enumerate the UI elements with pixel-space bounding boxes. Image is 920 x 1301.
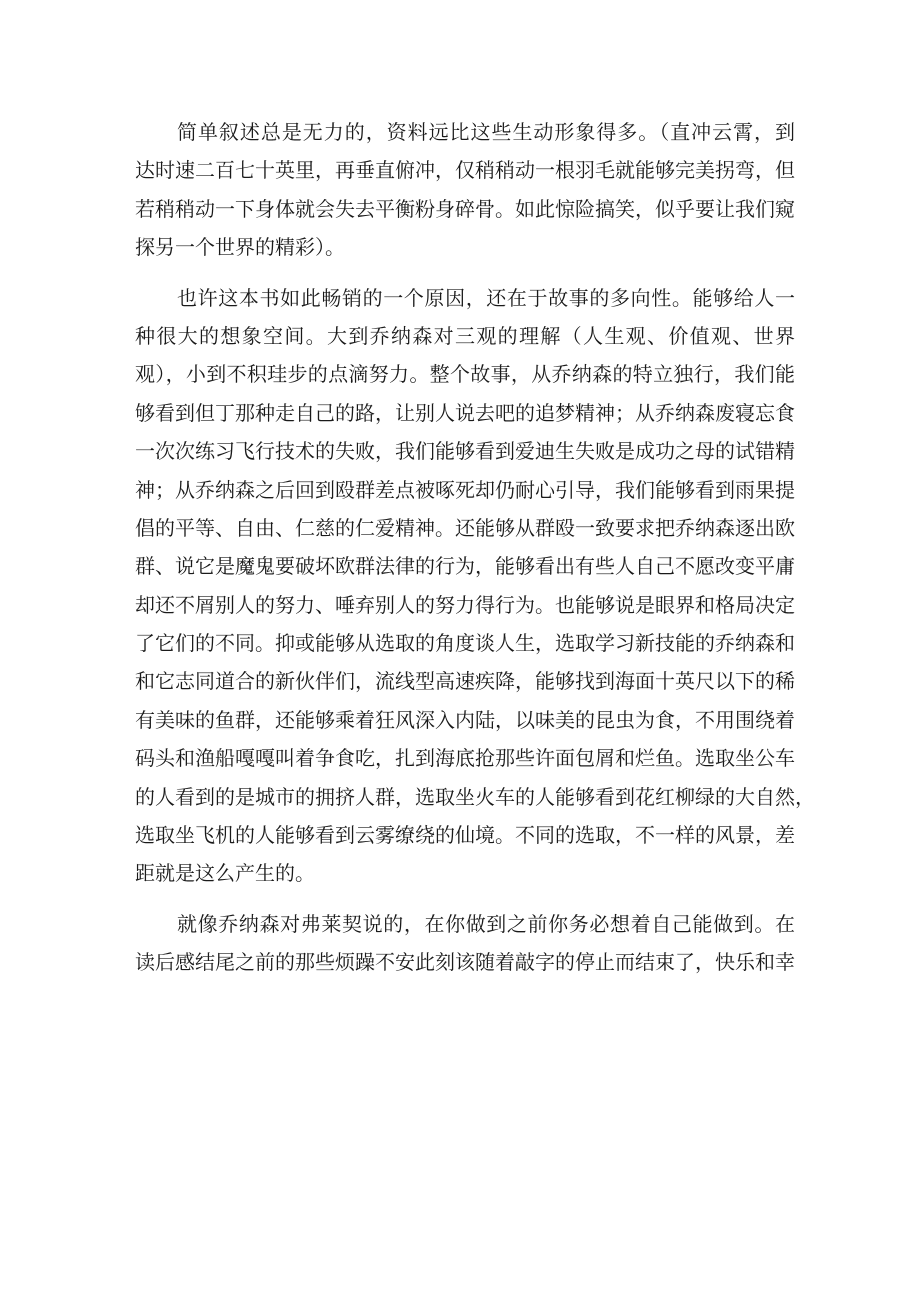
text-line: 和它志同道合的新伙伴们，流线型高速疾降，能够找到海面十英尺以下的稀 (135, 669, 795, 694)
text-line: 就像乔纳森对弗莱契说的，在你做到之前你务必想着自己能做到。在 (177, 911, 795, 936)
text-line: 达时速二百七十英里，再垂直俯冲，仅稍稍动一根羽毛就能够完美拐弯，但 (135, 158, 795, 183)
text-line: 简单叙述总是无力的，资料远比这些生动形象得多。（直冲云霄，到 (177, 120, 795, 144)
text-line: 神；从乔纳森之后回到殴群差点被啄死却仍耐心引导，我们能够看到雨果提 (135, 477, 795, 502)
text-line: 码头和渔船嘎嘎叫着争食吃，扎到海底抢那些许面包屑和烂鱼。选取坐公车 (135, 746, 795, 771)
paragraph-2 (135, 279, 815, 893)
paragraph-3 (135, 905, 795, 982)
text-line: 却还不屑别人的努力、唾弃别人的努力得行为。也能够说是眼界和格局决定 (135, 592, 795, 617)
text-line: 读后感结尾之前的那些烦躁不安此刻该随着敲字的停止而结束了，快乐和幸 (135, 950, 795, 975)
text-line: 有美味的鱼群，还能够乘着狂风深入内陆，以味美的昆虫为食，不用围绕着 (135, 707, 795, 732)
text-line: 群、说它是魔鬼要破坏欧群法律的行为，能够看出有些人自己不愿改变平庸 (135, 554, 795, 579)
text-line: 够看到但丁那种走自己的路，让别人说去吧的追梦精神；从乔纳森废寝忘食 (135, 400, 795, 425)
text-line: 也许这本书如此畅销的一个原因，还在于故事的多向性。能够给人一 (177, 285, 795, 310)
paragraph-1 (135, 113, 795, 267)
text-line: 种很大的想象空间。大到乔纳森对三观的理解（人生观、价值观、世界 (135, 323, 795, 348)
text-line: 一次次练习飞行技术的失败，我们能够看到爱迪生失败是成功之母的试错精 (135, 439, 795, 464)
text-line: 距就是这么产生的。 (135, 861, 315, 886)
text-line: 了它们的不同。抑或能够从选取的角度谈人生，选取学习新技能的乔纳森和 (135, 631, 795, 656)
text-line: 选取坐飞机的人能够看到云雾缭绕的仙境。不同的选取，不一样的风景，差 (135, 823, 795, 848)
document-body (135, 113, 815, 982)
text-line: 若稍稍动一下身体就会失去平衡粉身碎骨。如此惊险搞笑，似乎要让我们窥 (135, 196, 795, 221)
text-line: 观），小到不积珪步的点滴努力。整个故事，从乔纳森的特立独行，我们能 (135, 362, 795, 387)
text-line: 探另一个世界的精彩）。 (135, 235, 345, 260)
text-line: 的人看到的是城市的拥挤人群，选取坐火车的人能够看到花红柳绿的大自然， (135, 784, 815, 809)
text-line: 倡的平等、自由、仁慈的仁爱精神。还能够从群殴一致要求把乔纳森逐出欧 (135, 515, 795, 540)
